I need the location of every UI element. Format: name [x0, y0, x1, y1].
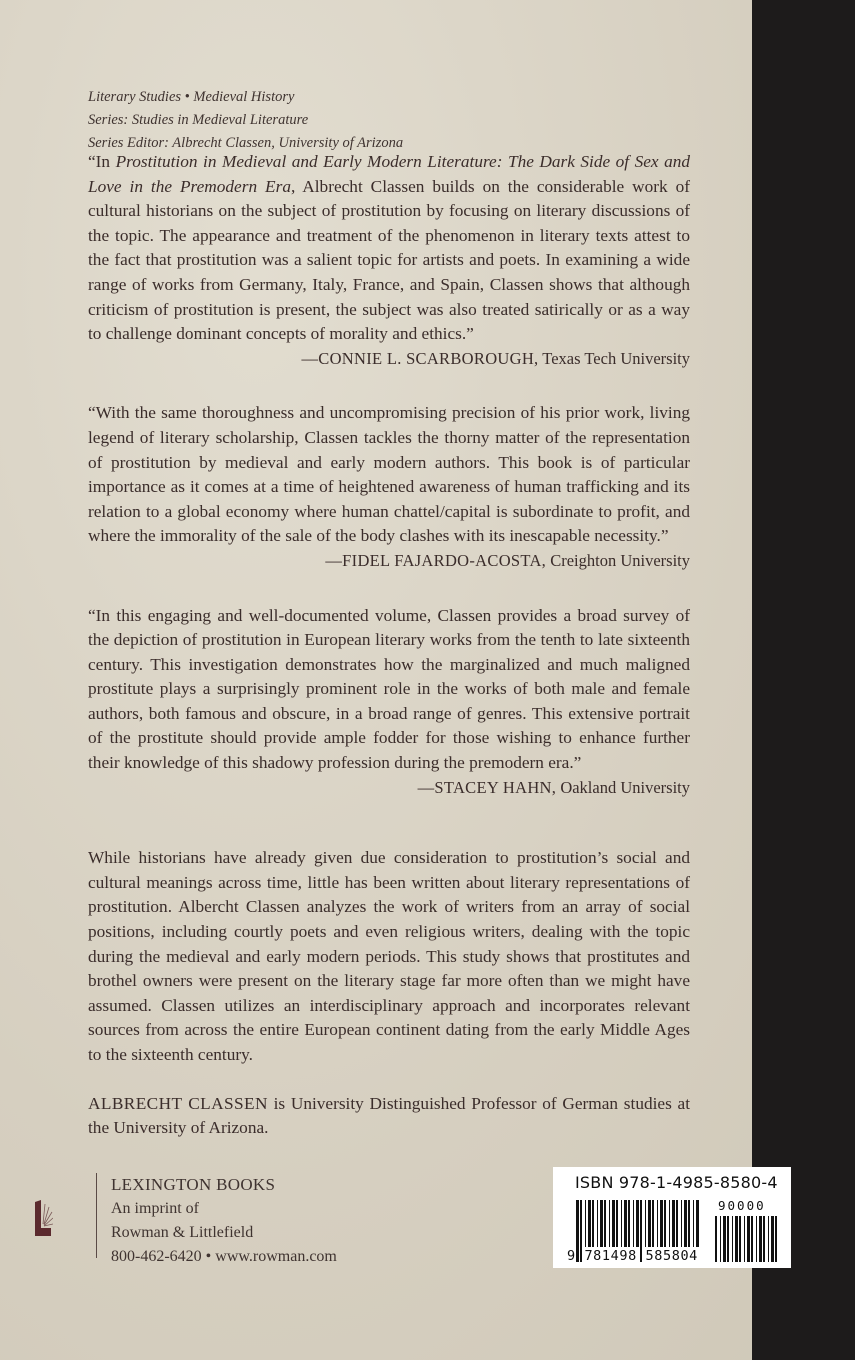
barcode-bar	[645, 1200, 646, 1247]
imprint-label: An imprint of	[111, 1200, 199, 1217]
barcode-bar	[763, 1216, 765, 1262]
lexington-logo-icon	[33, 1198, 53, 1238]
quote-open: “In	[88, 152, 116, 171]
blurb-2	[88, 401, 690, 573]
barcode-bar	[723, 1216, 726, 1262]
barcode-bar	[660, 1200, 663, 1247]
ean-digits: 9 781498 585804	[567, 1248, 698, 1264]
barcode-bar	[771, 1216, 774, 1262]
barcode-bar	[684, 1200, 687, 1247]
barcode-bar	[751, 1216, 753, 1262]
barcode-bar	[604, 1200, 606, 1247]
quote-text: “With the same thoroughness and uncompromising precision of his prior work, living legend of literary scholarship, Classen tackles the thorny matter of the representation of prostitution by medieval and early modern authors. This book is of particular importance as it comes at a time of heightened awareness of human trafficking and its relation to a global economy where human chattel/capital is subordinate to profit, and where the immorality of the sale of the body clashes with its inescapable necessity.”	[88, 403, 690, 546]
divider	[96, 1173, 97, 1258]
barcode-bar	[768, 1216, 769, 1262]
barcode-bar	[652, 1200, 654, 1247]
series-name: Series: Studies in Medieval Literature	[88, 112, 309, 128]
barcode-bar	[688, 1200, 690, 1247]
quote-text: “In this engaging and well-documented volume, Classen provides a broad survey of the depiction of prostitution in European literary works from the tenth to late sixteenth century. This investigation demonstrates how the marginalized and much maligned prostitute plays a surprisingly prominent role in the works of both male and female authors, both famous and obscure, in a broad range of genres. This extensive portrait of the prostitute should provide ample fodder for those wishing to enhance further their knowledge of this shadowy profession during the premodern era.”	[88, 605, 690, 773]
barcode-bar	[744, 1216, 745, 1262]
barcode-bar	[628, 1200, 630, 1247]
barcode-bar	[739, 1216, 741, 1262]
barcode-bar	[672, 1200, 675, 1247]
author-bio: ALBRECHT CLASSEN is University Distinguished Professor of German studies at the University of Arizona.	[88, 1093, 690, 1138]
barcode-bar	[636, 1200, 639, 1247]
barcode-bar	[747, 1216, 750, 1262]
barcode-bar	[756, 1216, 757, 1262]
barcode-bar	[588, 1200, 591, 1247]
barcode-bar	[612, 1200, 615, 1247]
barcode-bar	[592, 1200, 594, 1247]
book-spine	[752, 0, 855, 1360]
barcode-bar	[727, 1216, 729, 1262]
subjects: Literary Studies • Medieval History	[88, 89, 295, 105]
barcode-bar	[696, 1200, 699, 1247]
addon-barcode	[715, 1216, 779, 1262]
barcode-bar	[775, 1216, 777, 1262]
barcode-bar	[585, 1200, 586, 1247]
barcode-box	[553, 1167, 791, 1268]
barcode-bar	[624, 1200, 627, 1247]
author-name: ALBRECHT CLASSEN	[88, 1093, 268, 1113]
barcode-bar	[616, 1200, 618, 1247]
blurb-attribution: —CONNIE L. SCARBOROUGH, Texas Tech University	[301, 348, 690, 368]
addon-digits: 90000	[718, 1198, 766, 1213]
barcode-bar	[600, 1200, 603, 1247]
isbn-text: ISBN 978-1-4985-8580-4	[575, 1173, 778, 1192]
barcode-bar	[633, 1200, 634, 1247]
barcode-bar	[720, 1216, 721, 1262]
barcode-bar	[609, 1200, 610, 1247]
barcode-bar	[681, 1200, 682, 1247]
quote-text: , Albrecht Classen builds on the considerable work of cultural historians on the subject of prostitution by focusing on literary discussions of the topic. The appearance and treatment of the phenomenon in literary texts attest to the fact that prostitution was a salient topic for artists and poets. In examining a wide range of works from Germany, Italy, France, and Spain, Classen shows that although criticism of prostitution is present, the subject was also treated satirically or as a way to challenge dominant concepts of morality and ethics.”	[88, 176, 690, 344]
blurb-3	[88, 604, 690, 801]
blurb-1	[88, 150, 690, 371]
series-editor: Series Editor: Albrecht Classen, University of Arizona	[88, 135, 404, 151]
parent-publisher: Rowman & Littlefield	[111, 1224, 254, 1241]
barcode-bar	[732, 1216, 733, 1262]
book-description: While historians have already given due consideration to prostitution’s social and cultural meanings across time, little has been written about literary representations of prostitution. Albercht Classen analyzes the work of writers from an array of social positions, including courtly poets and even religious writers, dealing with the topic during the medieval and early modern periods. This study shows that prostitutes and brothel owners were present on the literary stage far more often than we might have assumed. Classen utilizes an interdisciplinary approach and incorporates relevant sources from across the entire European continent dating from the early Middle Ages to the sixteenth century.	[88, 848, 690, 1064]
series-info	[88, 86, 403, 155]
barcode-bar	[597, 1200, 598, 1247]
publisher-name: LEXINGTON BOOKS	[111, 1175, 276, 1194]
barcode-bar	[621, 1200, 622, 1247]
barcode-bar	[676, 1200, 678, 1247]
blurb-attribution: —FIDEL FAJARDO-ACOSTA, Creighton University	[325, 550, 690, 570]
book-title: Prostitution in Medieval and Early Modern Literature: The Dark Side of Sex and Love in the Premodern Era	[88, 152, 691, 196]
barcode-bar	[657, 1200, 658, 1247]
blurb-attribution: —STACEY HAHN, Oakland University	[417, 777, 690, 797]
barcode-bar	[664, 1200, 666, 1247]
publisher-info	[111, 1173, 337, 1269]
barcode-bar	[735, 1216, 738, 1262]
back-cover-text	[88, 150, 690, 1187]
barcode-bar	[693, 1200, 694, 1247]
barcode-bar	[715, 1216, 717, 1262]
barcode-bar	[759, 1216, 762, 1262]
publisher-contact: 800-462-6420 • www.rowman.com	[111, 1248, 337, 1265]
barcode-bar	[648, 1200, 651, 1247]
barcode-bar	[669, 1200, 670, 1247]
